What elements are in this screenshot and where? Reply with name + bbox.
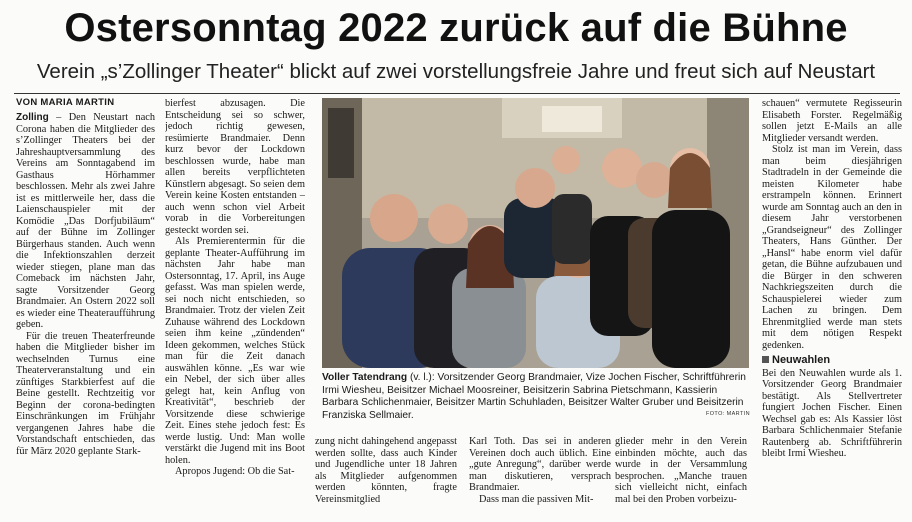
article-column-6	[762, 98, 902, 518]
paragraph: – Den Neustart nach Corona haben die Mitglieder des s’Zollinger Theaters bei der Jahreshauptversammlung des Vereins am Sonntagabend im Gasthaus Hörhammer beschlossen. Mehr als zwei Jahre ist es mittlerweile her, dass die Laienschauspieler mit der Komödie „Das Dorfjubiläum“ auf der Bühne im Zollinger Bürgerhaus standen. Auch wenn die Infektionszahlen derzeit wieder stiegen, plane man das Comeback im nächsten Jahr, sagte Vorsitzender Georg Brandmaier. An Ostern 2022 soll es wieder eine Theateraufführung geben.	[16, 112, 155, 330]
group-photo	[322, 98, 749, 368]
paragraph: schauen“ vermutete Regisseurin Elisabeth Forster. Regelmäßig sollen jetzt E-Mails an alle Mitglieder versandt werden.	[762, 98, 902, 144]
header-rule	[14, 93, 900, 94]
article-column-3	[315, 436, 457, 518]
byline: VON MARIA MARTIN	[16, 97, 115, 108]
section-heading	[762, 355, 902, 367]
paragraph: bierfest abzusagen. Die Entscheidung sei so schwer, jedoch richtig gewesen, resümierte Brandmaier. Denn kurz bevor der Lockdown beschlossen wurde, habe man allen bereits verpflichteten Künstlern abgesagt. So seien dem Verein keine Kosten entstanden – auch wenn schon viel Arbeit vorab in die Vorbereitungen gesteckt worden sei.	[165, 98, 305, 236]
paragraph: glieder mehr in den Verein einbinden möchte, auch das wurde in der Versammlung besprochen. „Manche trauen sich vielleicht nicht, einfach mal bei den Proben vorbeizu-	[615, 436, 747, 505]
paragraph: Dass man die passiven Mit-	[479, 493, 594, 505]
photo-credit: FOTO: MARTIN	[705, 411, 750, 417]
article-column-5	[615, 436, 747, 518]
paragraph: Apropos Jugend: Ob die Sat-	[175, 466, 295, 477]
article-column-1	[16, 112, 155, 517]
square-bullet-icon	[762, 356, 769, 363]
caption-lead: Voller Tatendrang	[322, 372, 408, 383]
paragraph: Stolz ist man im Verein, dass man beim diesjährigen Stadtradeln in der Gemeinde die meisten Kilometer habe erstrampeln können. Erinnert wurde am Sonntag auch an den in diesem Jahr verstorbenen „Grandseigneur“ des Zollinger Theaters, Hans Günther. Der „Hansl“ habe enorm viel dafür getan, die Bühne aufzubauen und die Bürger in den schweren Nachkriegszeiten durch die Schauspielerei wieder zum Lachen zu bringen. Dem Ehrenmitglied werde man stets mit dem nötigen Respekt gedenken.	[762, 144, 902, 351]
photo-caption	[322, 372, 749, 422]
paragraph: Als Premierentermin für die geplante Theater-Aufführung im nächsten Jahr habe man Ostersonntag, 17. April, ins Auge gefasst. Was man spielen werde, sei noch nicht entschieden, so Brandmaier. Trotz der vielen Zeit Zuhause während des Lockdown seien ihm keine „zündenden“ Ideen gekommen, welches Stück man für die Zeit danach auswählen könne. „Es war wie ein Nebel, der sich über alles gelegt hat, kein Anflug von Kreativität“, beschrieb der Vorsitzende diese schwierige Zeit. Eines stehe jedoch fest: Es werde lustig. Und: Man wolle verstärkt die Jugend mit ins Boot holen.	[165, 236, 305, 466]
article-column-2	[165, 98, 305, 518]
article-column-4	[469, 436, 611, 518]
paragraph: zung nicht dahingehend angepasst werden sollte, dass auch Kinder und Jugendliche unter 18 Jahren als Mitglieder aufgenommen werden könnten, fragte Vereinsmitglied	[315, 436, 457, 505]
caption-text: (v. l.): Vorsitzender Georg Brandmaier, Vize Jochen Fischer, Schriftführerin Irmi Wiesheu, Beisitzer Michael Moosreiner, Beisitzerin Sabrina Pietschmann, Kassierin Barbara Schlichenmaier, Beisitzer Martin Schuhladen, Beisitzer Walter Gruber und Beisitzerin Franziska Sellmaier.	[322, 372, 746, 421]
dateline: Zolling	[16, 112, 49, 123]
paragraph: Bei den Neuwahlen wurde als 1. Vorsitzender Georg Brandmaier bestätigt. Als Stellvertreter fungiert Jochen Fischer. Einen Wechsel gab es: Als Kassier löst Barbara Schlichenmaier Stefanie Rautenberg ab. Schriftführerin bleibt Irmi Wiesheu.	[762, 367, 902, 459]
paragraph: Für die treuen Theaterfreunde haben die Mitglieder bisher im wechselnden Turnus eine Theaterveranstaltung und ein zünftiges Starkbierfest auf die Beine gestellt. Rechtzeitig vor Beginn der corona-bedingten Einschränkungen im Frühjahr vergangenen Jahres habe die Vorstandschaft entschieden, das für März 2020 geplante Stark-	[16, 330, 155, 457]
section-heading-text: Neuwahlen	[772, 354, 831, 366]
headline: Ostersonntag 2022 zurück auf die Bühne	[64, 6, 848, 50]
subheadline: Verein „s’Zollinger Theater“ blickt auf zwei vorstellungsfreie Jahre und freut sich auf Neustart	[36, 60, 876, 83]
paragraph: Karl Toth. Das sei in anderen Vereinen doch auch üblich. Eine „gute Anregung“, darüber werde man diskutieren, versprach Brandmaier.	[469, 436, 611, 493]
